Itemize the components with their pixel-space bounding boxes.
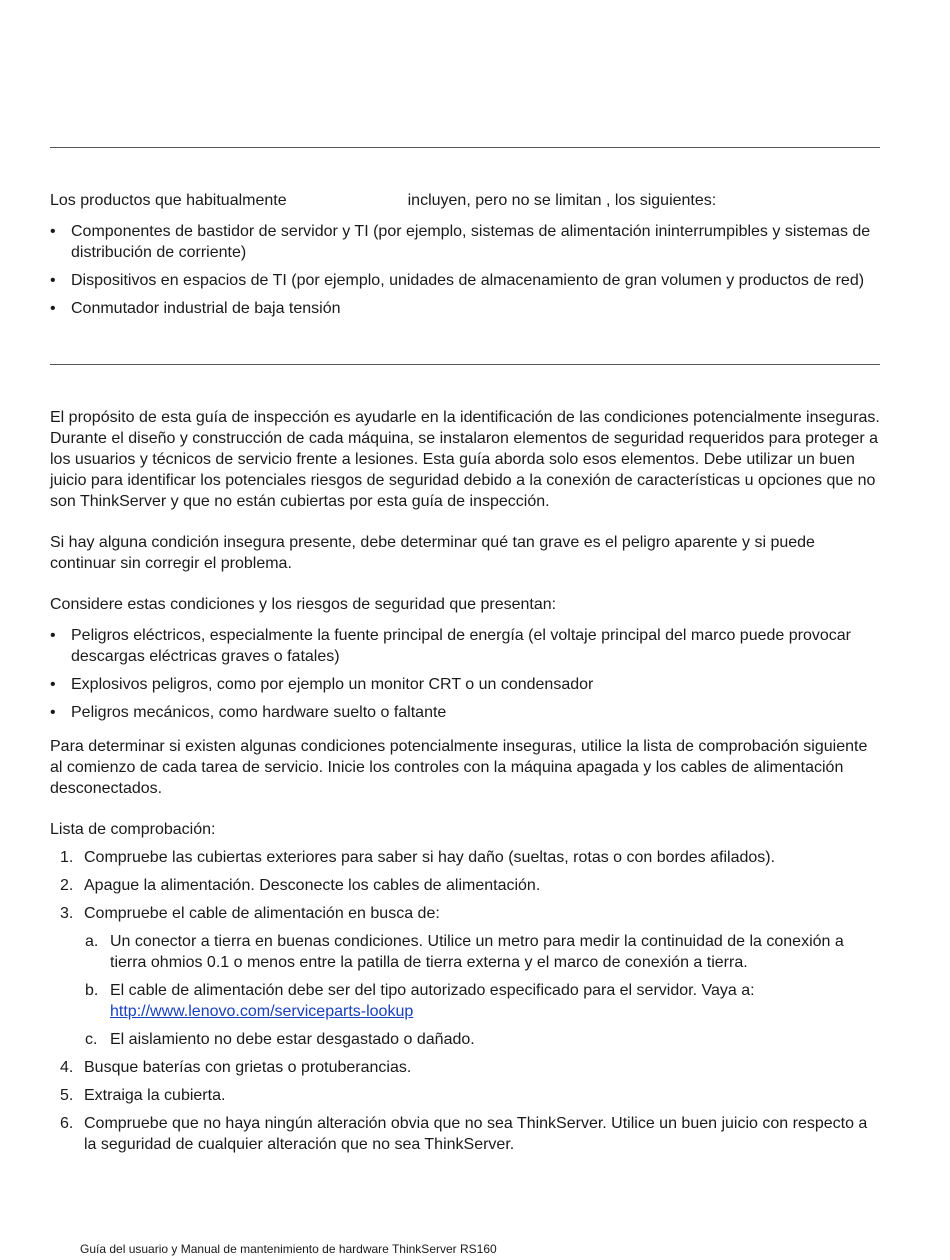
- step-text: Busque baterías con grietas o protuberancias.: [84, 1059, 412, 1076]
- checklist-item: [50, 903, 880, 1050]
- step-text: Extraiga la cubierta.: [84, 1087, 226, 1104]
- sub-step-letter: b.: [85, 982, 99, 999]
- list-item: • Conmutador industrial de baja tensión: [50, 298, 880, 319]
- sub-checklist-item: [84, 931, 880, 973]
- intro-sentence: [50, 190, 880, 211]
- list-item: • Peligros eléctricos, especialmente la fuente principal de energía (el voltaje principal del marco puede provocar descargas eléctricas graves o fatales): [50, 625, 880, 667]
- step-text: Compruebe que no haya ningún alteración obvia que no sea ThinkServer. Utilice un buen juicio con respecto a la seguridad de cualquier alteración que no sea ThinkServer.: [84, 1115, 868, 1153]
- step-number: 3.: [60, 905, 74, 922]
- products-list: [50, 221, 880, 319]
- step-number: 2.: [60, 877, 74, 894]
- checklist-item: [50, 1057, 880, 1078]
- checklist: [50, 847, 880, 1155]
- page-footer: Guía del usuario y Manual de mantenimiento de hardware ThinkServer RS160: [80, 1242, 497, 1256]
- checklist-label: Lista de comprobación:: [50, 821, 216, 838]
- intro-after: incluyen, pero no se limitan , los siguientes:: [407, 192, 717, 209]
- step-text: Compruebe el cable de alimentación en busca de:: [84, 905, 440, 922]
- step-number: 6.: [60, 1115, 74, 1132]
- intro-before: Los productos que habitualmente: [50, 192, 287, 209]
- sub-checklist: [84, 931, 880, 1050]
- determine-paragraph: Para determinar si existen algunas condiciones potencialmente inseguras, utilice la lista de comprobación siguiente al comienzo de cada tarea de servicio. Inicie los controles con la máquina apagada y los cables de alimentación desconectados.: [50, 738, 868, 797]
- sub-checklist-item: [84, 980, 880, 1022]
- intro-section: [50, 190, 880, 326]
- list-item: • Peligros mecánicos, como hardware suelto o faltante: [50, 702, 880, 723]
- hazards-list: [50, 625, 880, 723]
- step-number: 1.: [60, 849, 74, 866]
- serviceparts-link[interactable]: http://www.lenovo.com/serviceparts-lookup: [110, 1003, 414, 1020]
- checklist-item: [50, 1113, 880, 1155]
- list-item: • Dispositivos en espacios de TI (por ejemplo, unidades de almacenamiento de gran volumen y productos de red): [50, 270, 880, 291]
- checklist-item: [50, 1085, 880, 1106]
- sub-step-letter: c.: [85, 1031, 98, 1048]
- list-item: • Componentes de bastidor de servidor y TI (por ejemplo, sistemas de alimentación ininterrumpibles y sistemas de distribución de corriente): [50, 221, 880, 263]
- sub-step-text: Un conector a tierra en buenas condiciones. Utilice un metro para medir la continuidad de la conexión a tierra ohmios 0.1 o menos entre la patilla de tierra externa y el marco de conexión a tierra.: [110, 933, 844, 971]
- sub-step-text: El aislamiento no debe estar desgastado o dañado.: [110, 1031, 475, 1048]
- step-number: 5.: [60, 1087, 74, 1104]
- middle-divider: [50, 364, 880, 365]
- step-text: Apague la alimentación. Desconecte los cables de alimentación.: [84, 877, 541, 894]
- consider-paragraph: Considere estas condiciones y los riesgos de seguridad que presentan:: [50, 596, 557, 613]
- checklist-item: [50, 875, 880, 896]
- list-item: • Explosivos peligros, como por ejemplo un monitor CRT o un condensador: [50, 674, 880, 695]
- purpose-paragraph: El propósito de esta guía de inspección es ayudarle en la identificación de las condiciones potencialmente inseguras. Durante el diseño y construcción de cada máquina, se instalaron elementos de seguridad requeridos para proteger a los usuarios y técnicos de servicio frente a lesiones. Esta guía aborda solo esos elementos. Debe utilizar un buen juicio para identificar los potenciales riesgos de seguridad debido a la conexión de características u opciones que no son ThinkServer y que no están cubiertas por esta guía de inspección.: [50, 409, 880, 510]
- inspection-section: [50, 407, 880, 1162]
- sub-step-letter: a.: [85, 933, 99, 950]
- sub-checklist-item: [84, 1029, 880, 1050]
- top-divider: [50, 147, 880, 148]
- step-number: 4.: [60, 1059, 74, 1076]
- checklist-item: [50, 847, 880, 868]
- step-text: Compruebe las cubiertas exteriores para saber si hay daño (sueltas, rotas o con bordes afilados).: [84, 849, 776, 866]
- sub-step-text: El cable de alimentación debe ser del tipo autorizado especificado para el servidor. Vaya a:: [110, 982, 755, 999]
- unsafe-paragraph: Si hay alguna condición insegura presente, debe determinar qué tan grave es el peligro aparente y si puede continuar sin corregir el problema.: [50, 534, 815, 572]
